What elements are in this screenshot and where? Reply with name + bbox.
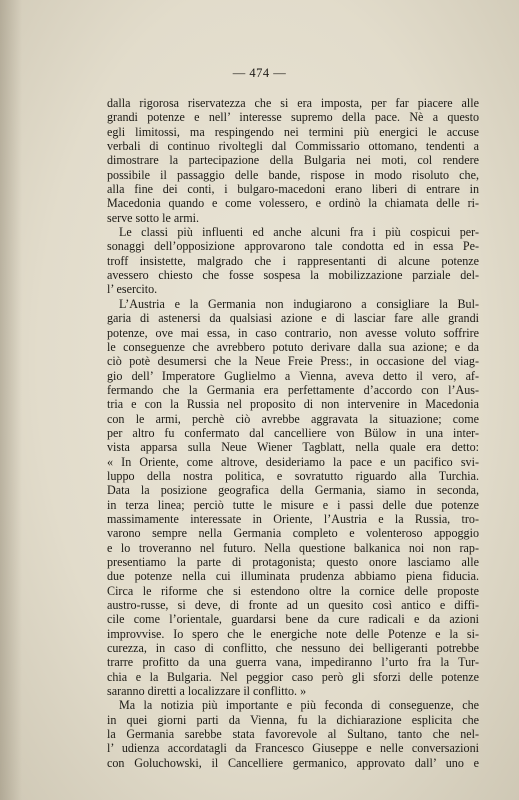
body-text — [107, 96, 479, 770]
text-line: l’ udienza accordatagli da Francesco Giuseppe e nelle conversazioni — [107, 741, 479, 756]
text-line: saranno diretti a localizzare il conflitto. » — [107, 684, 307, 699]
text-line: garia di astenersi da qualsiasi azione e di lasciar fare alle grandi — [107, 311, 479, 326]
text-line: e lo troveranno nel futuro. Nella questione balkanica noi non rap- — [107, 540, 479, 555]
text-line: Circa le riforme che si estendono oltre la cornice delle proposte — [107, 583, 479, 598]
text-line: grandi potenze e nell’ interesse supremo della pace. Nè a questo — [107, 110, 479, 125]
text-line: curezza, in caso di conflitto, che nessuno dei belligeranti potrebbe — [107, 641, 479, 656]
text-line: improvvise. Io spero che le energiche note delle Potenze e la si- — [107, 626, 479, 641]
text-line: sonaggi dell’opposizione approvarono tale condotta ed in essa Pe- — [107, 239, 479, 254]
text-line: fermando che la Germania era perfettamente d’accordo con l’Aus- — [107, 382, 479, 397]
text-line: egli limitossi, ma respingendo nei termini più energici le accuse — [107, 124, 479, 139]
text-line: avessero chiesto che fosse sospesa la mobilizzazione parziale del- — [107, 268, 479, 283]
text-line: per altro fu confermato dal cancelliere von Bülow in una inter- — [107, 425, 479, 440]
text-line: L’Austria e la Germania non indugiarono a consigliare la Bul- — [119, 296, 479, 311]
text-line: verbali di continuo rivoltegli dal Commissario ottomano, tendenti a — [107, 139, 479, 154]
text-line: dimostrare la partecipazione della Bulgaria nei moti, col rendere — [107, 153, 479, 168]
text-line: Ma la notizia più importante e più feconda di conseguenze, che — [119, 698, 479, 713]
text-line: dalla rigorosa riservatezza che si era imposta, per far piacere alle — [107, 96, 479, 110]
text-line: chia e la Bulgaria. Nel peggior caso però gli sforzi delle potenze — [107, 669, 479, 684]
text-line: ciò potè desumersi che la Neue Freie Press:, in occasione del viag- — [107, 354, 479, 369]
text-line: in terza linea; perciò tutte le misure e i passi delle due potenze — [107, 497, 479, 512]
text-line: alla fine dei conti, i bulgaro-macedoni erano liberi di entrare in — [107, 182, 479, 197]
text-line: massimamente interessate in Oriente, l’Austria e la Russia, tro- — [107, 511, 479, 526]
text-line: Data la posizione geografica della Germania, siamo in seconda, — [107, 483, 479, 498]
text-line: con Goluchowski, il Cancelliere germanico, approvato dall’ uno e — [107, 755, 479, 770]
text-line: presentiamo la parte di protagonista; questo onore lasciamo alle — [107, 555, 479, 569]
text-line: potenze, ove mai essa, in caso contrario, non avesse voluto soffrire — [107, 325, 479, 340]
text-line: troff insistette, malgrado che i rappresentanti di alcune potenze — [107, 253, 479, 268]
text-line: serve sotto le armi. — [107, 210, 200, 225]
text-line: con le armi, perchè ciò avrebbe aggravata la situazione; come — [107, 411, 479, 426]
text-line: luppo della nostra politica, e sovratutto riguardo alla Turchia. — [107, 468, 479, 483]
text-line: « In Oriente, come altrove, desideriamo la pace e un pacifico svi- — [107, 454, 479, 469]
text-line: Macedonia quando e come volessero, e ordinò la chiamata delle ri- — [107, 196, 479, 211]
page-number: — 474 — — [232, 66, 287, 80]
text-line: vista apparsa sulla Neue Wiener Tagblatt, nella quale era detto: — [107, 440, 479, 455]
text-line: Le classi più influenti ed anche alcuni fra i più cospicui per- — [119, 225, 479, 240]
text-line: cile come l’orientale, guardarsi bene da cure radicali e da azioni — [107, 612, 479, 627]
text-line: possibile il passaggio delle bande, rispose in modo risoluto che, — [107, 167, 479, 182]
page-shadow — [0, 0, 22, 800]
text-line: l’ esercito. — [107, 282, 158, 297]
text-line: la Germania sarebbe stata favorevole al Sultano, tanto che nel- — [107, 727, 479, 742]
text-line: gio dell’ Imperatore Guglielmo a Vienna, aveva detto il vero, af- — [107, 368, 479, 383]
text-line: tria e con la Russia nel proposito di non intervenire in Macedonia — [107, 397, 479, 412]
text-line: varono sempre nella Germania completo e volenteroso appoggio — [107, 526, 479, 541]
text-line: due potenze nella cui illuminata prudenza abbiamo piena fiducia. — [107, 569, 479, 584]
text-line: austro-russe, si deve, di fronte ad un quesito così antico e diffi- — [107, 598, 479, 613]
text-line: in quei giorni parti da Vienna, fu la dichiarazione esplicita che — [107, 712, 479, 727]
text-line: le conseguenze che avrebbero potuto derivare dalla sua azione; e da — [107, 339, 479, 354]
text-line: trarre profitto da una guerra vana, impediranno l’urto fra la Tur- — [107, 655, 479, 670]
